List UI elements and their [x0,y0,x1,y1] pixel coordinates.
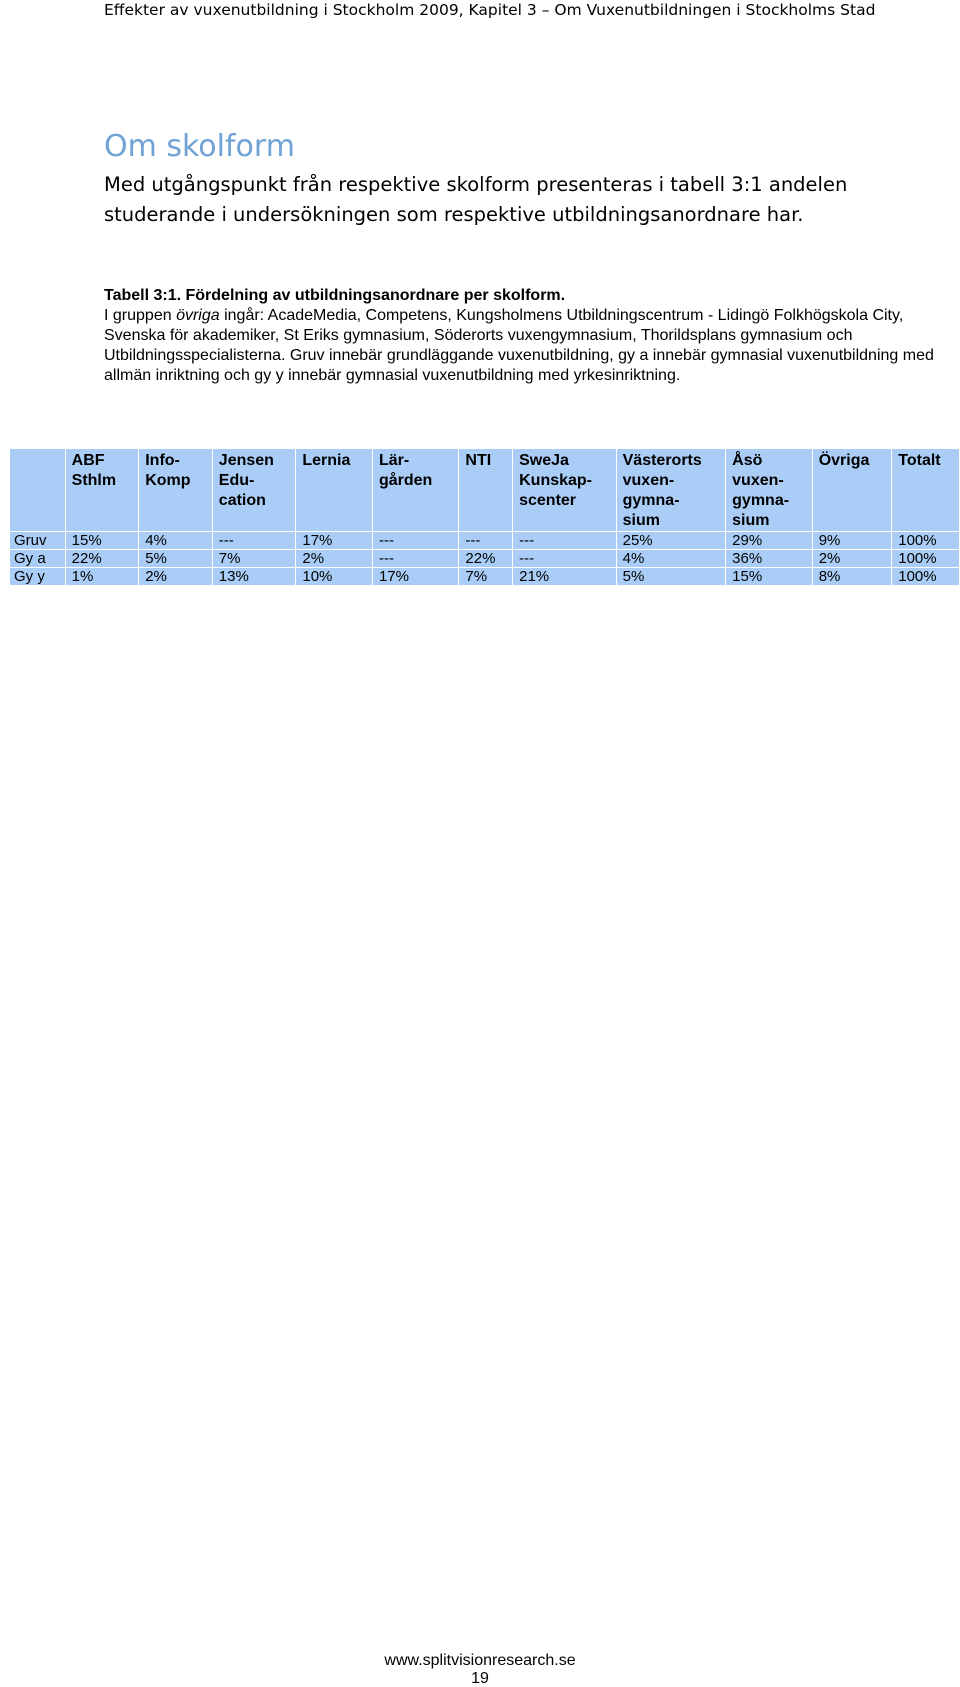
table-cell: 9% [812,532,892,550]
table-cell: --- [513,550,617,568]
row-label: Gy a [10,550,66,568]
running-header: Effekter av vuxenutbildning i Stockholm 2009, Kapitel 3 – Om Vuxenutbildningen i Stockholms Stad [104,1,876,19]
table-cell: 8% [812,568,892,586]
row-label: Gy y [10,568,66,586]
table-cell: 17% [296,532,373,550]
column-header: Jensen Edu- cation [212,449,296,532]
intro-paragraph: Med utgångspunkt från respektive skolform presenteras i tabell 3:1 andelen studerande i undersökningen som respektive utbildningsanordnare har. [104,173,848,226]
table-cell: 15% [726,568,813,586]
table-cell: 15% [65,532,139,550]
column-header: Lär- gården [372,449,458,532]
table-cell: --- [513,532,617,550]
column-header: NTI [459,449,513,532]
table-cell: 4% [139,532,213,550]
row-label: Gruv [10,532,66,550]
caption-note-rest: ingår: AcadeMedia, Competens, Kungsholmens Utbildningscentrum - Lidingö Folkhögskola City, Svenska för akademiker, St Eriks gymnasium, Söderorts vuxengymnasium, Thorildsplans gymnasium och Utbildningsspecialisterna. Gruv innebär grundläggande vuxenutbildning, gy a innebär gymnasial vuxenutbildning med allmän inriktning och gy y innebär gymnasial vuxenutbildning med yrkesinriktning. [104,307,934,384]
table-cell: 7% [212,550,296,568]
header-cell-empty [10,449,66,532]
distribution-table [9,448,960,586]
table-cell: 7% [459,568,513,586]
table-cell: 5% [139,550,213,568]
table-cell: 1% [65,568,139,586]
table-cell: 2% [296,550,373,568]
table-cell: 22% [459,550,513,568]
table-header-row [10,449,960,532]
table-row [10,568,960,586]
column-header: Lernia [296,449,373,532]
table-cell: --- [372,550,458,568]
table-cell: 25% [616,532,726,550]
page-number: 19 [471,1670,489,1687]
footer-url: www.splitvisionresearch.se [384,1652,576,1669]
section-title: Om skolform [104,129,295,164]
caption-note-lead: I gruppen [104,307,177,324]
table-row [10,532,960,550]
column-header: SweJa Kunskap- scenter [513,449,617,532]
table-row [10,550,960,568]
column-header: Info- Komp [139,449,213,532]
table-cell: 100% [892,568,960,586]
table-cell: 36% [726,550,813,568]
column-header: Åsö vuxen- gymna- sium [726,449,813,532]
column-header: Västerorts vuxen- gymna- sium [616,449,726,532]
table-body [10,532,960,586]
table-cell: 2% [812,550,892,568]
table-cell: 5% [616,568,726,586]
table-cell: --- [212,532,296,550]
column-header: Övriga [812,449,892,532]
column-header: Totalt [892,449,960,532]
table-cell: 100% [892,550,960,568]
caption-note [104,306,934,386]
caption-note-italic: övriga [176,307,220,324]
table-cell: 29% [726,532,813,550]
table-cell: 4% [616,550,726,568]
table-cell: 13% [212,568,296,586]
table-cell: 10% [296,568,373,586]
table-cell: --- [372,532,458,550]
table-cell: --- [459,532,513,550]
table-cell: 100% [892,532,960,550]
table-cell: 17% [372,568,458,586]
column-header: ABF Sthlm [65,449,139,532]
table-caption: Tabell 3:1. Fördelning av utbildningsanordnare per skolform. [104,287,566,304]
table-cell: 21% [513,568,617,586]
table-cell: 2% [139,568,213,586]
table-cell: 22% [65,550,139,568]
